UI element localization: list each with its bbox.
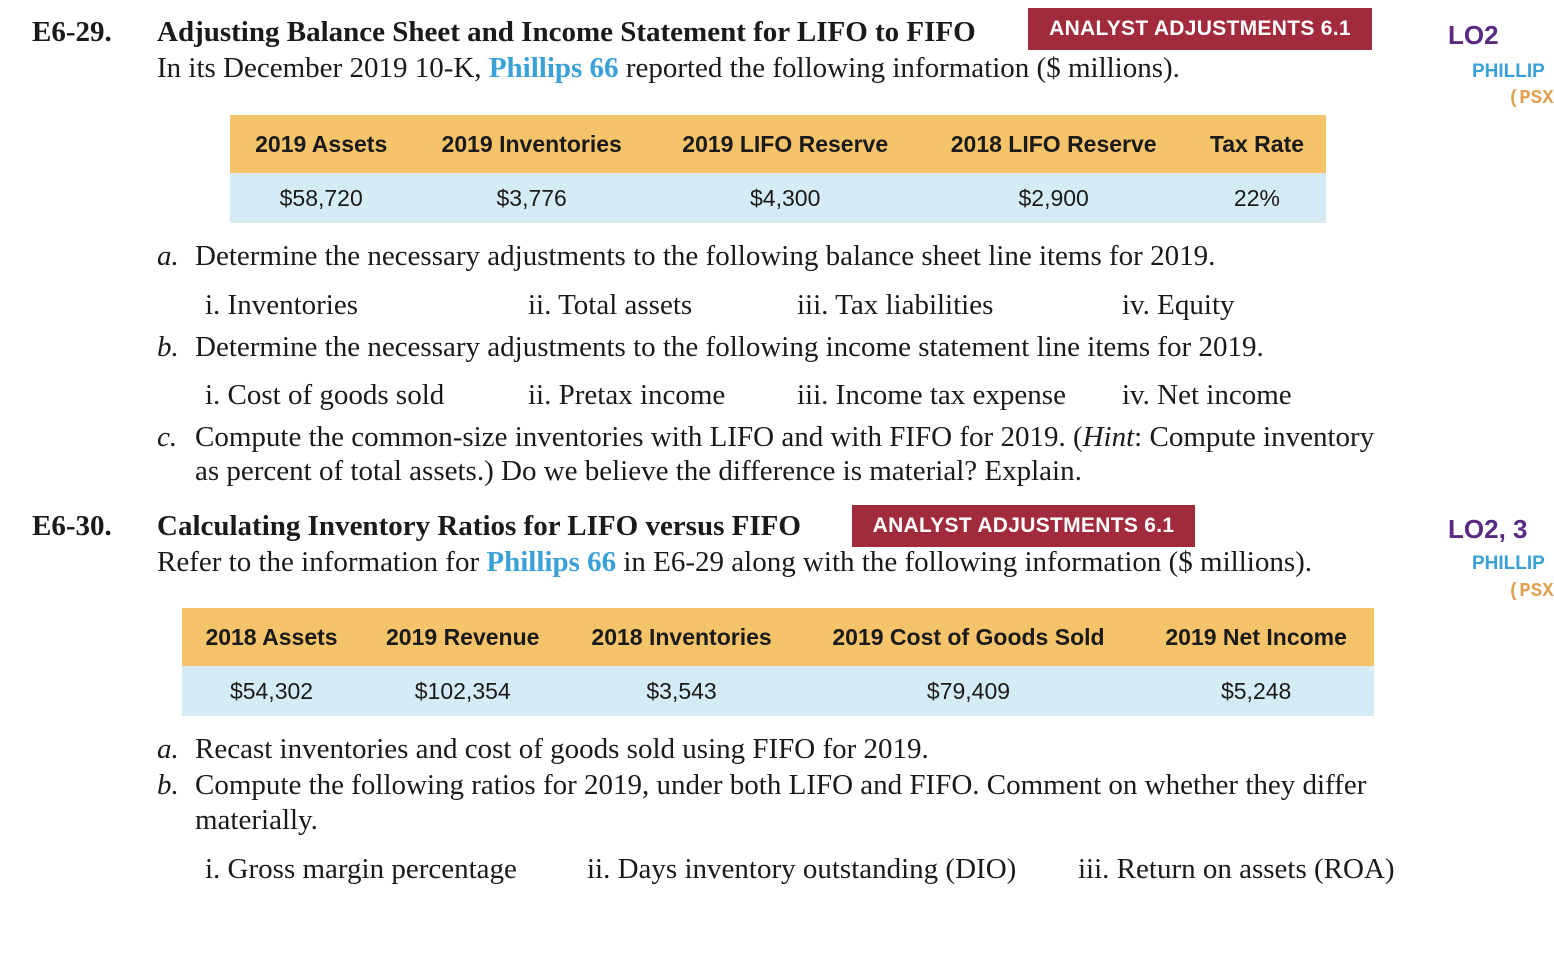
exercise-intro <box>157 546 1312 579</box>
table-cell: $58,720 <box>230 173 412 223</box>
question-a-letter: a. <box>157 240 179 272</box>
sub-item: iii. Return on assets (ROA) <box>1078 853 1395 885</box>
learning-objective: LO2 <box>1448 20 1499 50</box>
company-name: Phillips 66 <box>488 52 619 84</box>
learning-objective: LO2, 3 <box>1448 514 1528 544</box>
table-cell: $79,409 <box>799 666 1139 716</box>
sub-item: iv. Net income <box>1122 379 1292 411</box>
sub-item: ii. Days inventory outstanding (DIO) <box>587 853 1017 885</box>
table-row <box>230 173 1326 223</box>
table-header: 2018 LIFO Reserve <box>919 115 1187 173</box>
table-header: Tax Rate <box>1188 115 1326 173</box>
margin-ticker: (PSX <box>1508 580 1554 602</box>
exercise-intro <box>157 52 1180 85</box>
table-cell: $54,302 <box>182 666 361 716</box>
table-header-row <box>230 115 1326 173</box>
sub-item: i. Gross margin percentage <box>205 853 517 885</box>
question-c-line1: Compute the common-size inventories with LIFO and with FIFO for 2019. (Hint: Compute inventory <box>195 421 1375 453</box>
table-cell: $2,900 <box>919 173 1187 223</box>
question-b-line2: materially. <box>195 804 318 836</box>
exercise-title: Adjusting Balance Sheet and Income Statement for LIFO to FIFO <box>157 16 976 48</box>
data-table-e29 <box>230 115 1326 223</box>
sub-item: ii. Total assets <box>528 289 693 321</box>
exercise-title: Calculating Inventory Ratios for LIFO versus FIFO <box>157 510 801 542</box>
question-b-text: Determine the necessary adjustments to the following income statement line items for 2019. <box>195 331 1264 363</box>
table-cell: $3,543 <box>564 666 798 716</box>
margin-ticker: (PSX <box>1508 87 1554 109</box>
question-b-letter: b. <box>157 769 179 801</box>
table-cell: $3,776 <box>412 173 651 223</box>
table-cell: $4,300 <box>651 173 919 223</box>
table-header: 2019 Cost of Goods Sold <box>799 608 1139 666</box>
question-a-text: Recast inventories and cost of goods sold using FIFO for 2019. <box>195 733 929 765</box>
margin-company: PHILLIP <box>1472 553 1545 574</box>
table-row <box>182 666 1374 716</box>
table-cell: 22% <box>1188 173 1326 223</box>
margin-company: PHILLIP <box>1472 61 1545 82</box>
analyst-adjustments-badge: ANALYST ADJUSTMENTS 6.1 <box>852 505 1195 547</box>
intro-text: In its December 2019 10-K, <box>157 52 489 84</box>
question-a-text: Determine the necessary adjustments to the following balance sheet line items for 2019. <box>195 240 1216 272</box>
data-table-e30 <box>182 608 1374 716</box>
table-header: 2018 Assets <box>182 608 361 666</box>
sub-item: iii. Income tax expense <box>797 379 1066 411</box>
intro-text-end: in E6-29 along with the following information ($ millions). <box>616 546 1313 578</box>
sub-item: i. Cost of goods sold <box>205 379 445 411</box>
exercise-number: E6-30. <box>32 510 112 542</box>
table-header: 2019 Revenue <box>361 608 564 666</box>
sub-item: iii. Tax liabilities <box>797 289 994 321</box>
sub-item: ii. Pretax income <box>528 379 726 411</box>
hint-label: Hint <box>1082 421 1135 453</box>
table-header: 2019 LIFO Reserve <box>651 115 919 173</box>
table-cell: $5,248 <box>1138 666 1374 716</box>
intro-text-end: reported the following information ($ millions). <box>618 52 1180 84</box>
sub-item: iv. Equity <box>1122 289 1235 321</box>
table-header: 2019 Inventories <box>412 115 651 173</box>
analyst-adjustments-badge: ANALYST ADJUSTMENTS 6.1 <box>1028 8 1372 50</box>
table-header: 2018 Inventories <box>564 608 798 666</box>
exercise-number: E6-29. <box>32 16 112 48</box>
table-cell: $102,354 <box>361 666 564 716</box>
sub-item: i. Inventories <box>205 289 359 321</box>
intro-text: Refer to the information for <box>157 546 487 578</box>
question-b-line1: Compute the following ratios for 2019, under both LIFO and FIFO. Comment on whether they differ <box>195 769 1367 801</box>
question-c-line2: as percent of total assets.) Do we believe the difference is material? Explain. <box>195 455 1082 487</box>
table-header: 2019 Net Income <box>1138 608 1374 666</box>
table-header-row <box>182 608 1374 666</box>
question-c-letter: c. <box>157 421 178 453</box>
question-b-letter: b. <box>157 331 179 363</box>
question-a-letter: a. <box>157 733 179 765</box>
table-header: 2019 Assets <box>230 115 412 173</box>
company-name: Phillips 66 <box>486 546 617 578</box>
